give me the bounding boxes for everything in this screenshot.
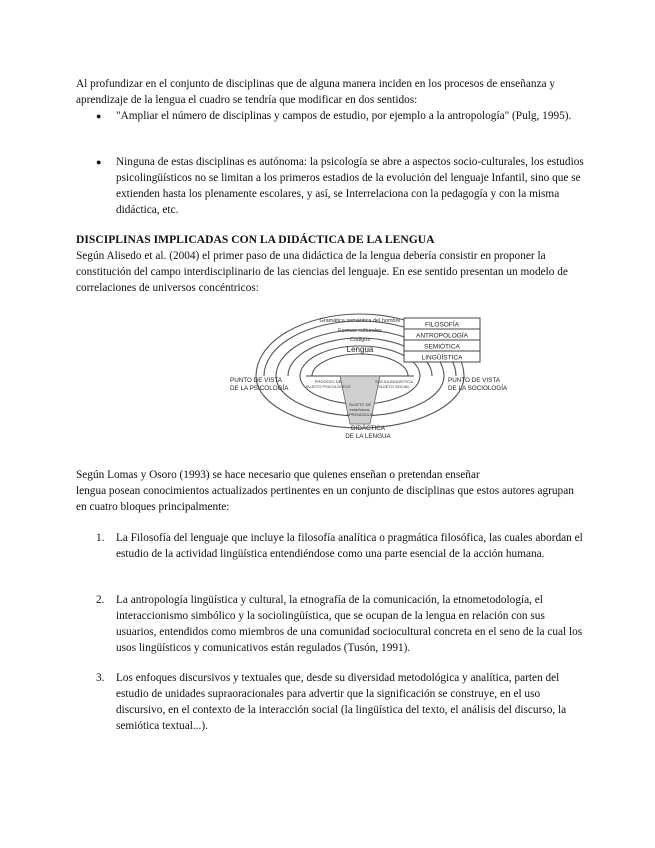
- inner-right-label-2: SUJETO SOCIAL: [378, 384, 410, 389]
- bullet-text: "Ampliar el número de disciplinas y campos de estudio, por ejemplo a la antropología" (Pulg, 1995).: [116, 110, 572, 122]
- arc-label-1: Gramática semántica del hombre: [319, 318, 401, 324]
- inner-right-label-1: SOCIOLINGÜÍSTICA: [374, 379, 414, 384]
- list-number: 1.: [96, 532, 105, 544]
- left-label-2: DE LA PSICOLOGÍA: [230, 385, 289, 392]
- list-text: La Filosofía del lenguaje que incluye la filosofía analítica o pragmática filosófica, las cuales abordan el estudio de la actividad lingüística entendiéndose como una parte esencial de la acción humana.: [116, 532, 583, 560]
- arc-label-3: Códigos: [349, 337, 371, 343]
- box-label-filosofia: FILOSOFÍA: [425, 321, 459, 329]
- box-label-semiotica: SEMIÓTICA: [424, 343, 460, 351]
- inner-left-label-1: PROCESO DE: [314, 379, 342, 384]
- discipline-boxes: [404, 318, 480, 362]
- bullet-text: Ninguna de estas disciplinas es autónoma: la psicología se abre a aspectos socio-culturales, los estudios psicolingüísticos no se limitan a los primeros estadios de la evolución del lenguaje Infantil, sino que se extienden hasta los plenamente escolares, y así, se Interrelaciona con la pedagogía y con la misma didáctica, etc.: [116, 156, 584, 216]
- bullet-mark: ●: [96, 111, 102, 121]
- lomas-paragraph-rest: lengua posean conocimientos actualizados pertinentes en un conjunto de disciplinas que estos autores agrupan en cuatro bloques principalmente:: [76, 485, 574, 513]
- box-label-antropologia: ANTROPOLOGÍA: [415, 332, 469, 340]
- bullet-item: [76, 108, 584, 124]
- bullet-item: [76, 154, 584, 218]
- list-number: 2.: [96, 594, 105, 606]
- concentric-universes-diagram: [228, 306, 508, 446]
- inner-bottom-label-2: enseñanza-: [349, 407, 371, 412]
- list-number: 3.: [96, 672, 105, 684]
- bottom-label-2: DE LA LENGUA: [345, 433, 391, 440]
- box-label-linguistica: LINGÜÍSTICA: [421, 354, 463, 362]
- list-text: Los enfoques discursivos y textuales que, desde su diversidad metodológica y analítica, parten del estudio de unidades supraoracionales para advertir que la significación se construye, en el uso discursivo, en el contexto de la interacción social (la lingüística del texto, el análisis del discurso, la semiótica textual...).: [116, 672, 567, 732]
- bullet-mark: ●: [96, 157, 102, 167]
- inner-bottom-label-1: SUJETO DE: [348, 402, 372, 407]
- arc-label-2: Formas culturales: [338, 328, 382, 334]
- bottom-label-1: DIDÁCTICA: [351, 425, 385, 432]
- list-item: [76, 670, 584, 734]
- section-paragraph: Según Alisedo et al. (2004) el primer paso de una didáctica de la lengua debería consistir en proponer la constitución del campo interdisciplinario de las ciencias del lenguaje. En ese sentido presentan un modelo de correlaciones de universos concéntricos:: [76, 250, 568, 294]
- intro-paragraph: Al profundizar en el conjunto de disciplinas que de alguna manera inciden en los procesos de enseñanza y aprendizaje de la lengua el cuadro se tendría que modificar en dos sentidos:: [76, 78, 556, 106]
- list-item: [76, 530, 584, 562]
- right-label-2: DE LA SOCIOLOGÍA: [448, 385, 508, 392]
- lomas-paragraph-line1: Según Lomas y Osoro (1993) se hace necesario que quienes enseñan o pretendan enseñar: [76, 469, 480, 481]
- inner-left-label-2: SUJETO PSICOLÓGICO: [305, 384, 351, 389]
- list-item: [76, 592, 584, 656]
- right-label-1: PUNTO DE VISTA: [448, 377, 500, 384]
- arc-label-4: Lengua: [346, 345, 374, 354]
- inner-bottom-label-3: APRENDIZAJE: [346, 412, 374, 417]
- section-heading: DISCIPLINAS IMPLICADAS CON LA DIDÁCTICA DE LA LENGUA: [76, 233, 435, 246]
- list-text: La antropología lingüística y cultural, la etnografía de la comunicación, la etnometodología, el interaccionismo simbólico y la sociolingüística, que se ocupan de la lengua en relación con sus usuarios, entendidos como miembros de una comunidad sociocultural concreta en el seno de la cual los usos lingüísticos y comunicativos están regulados (Tusón, 1991).: [116, 594, 583, 654]
- inner-arc: [312, 354, 408, 376]
- left-label-1: PUNTO DE VISTA: [230, 377, 282, 384]
